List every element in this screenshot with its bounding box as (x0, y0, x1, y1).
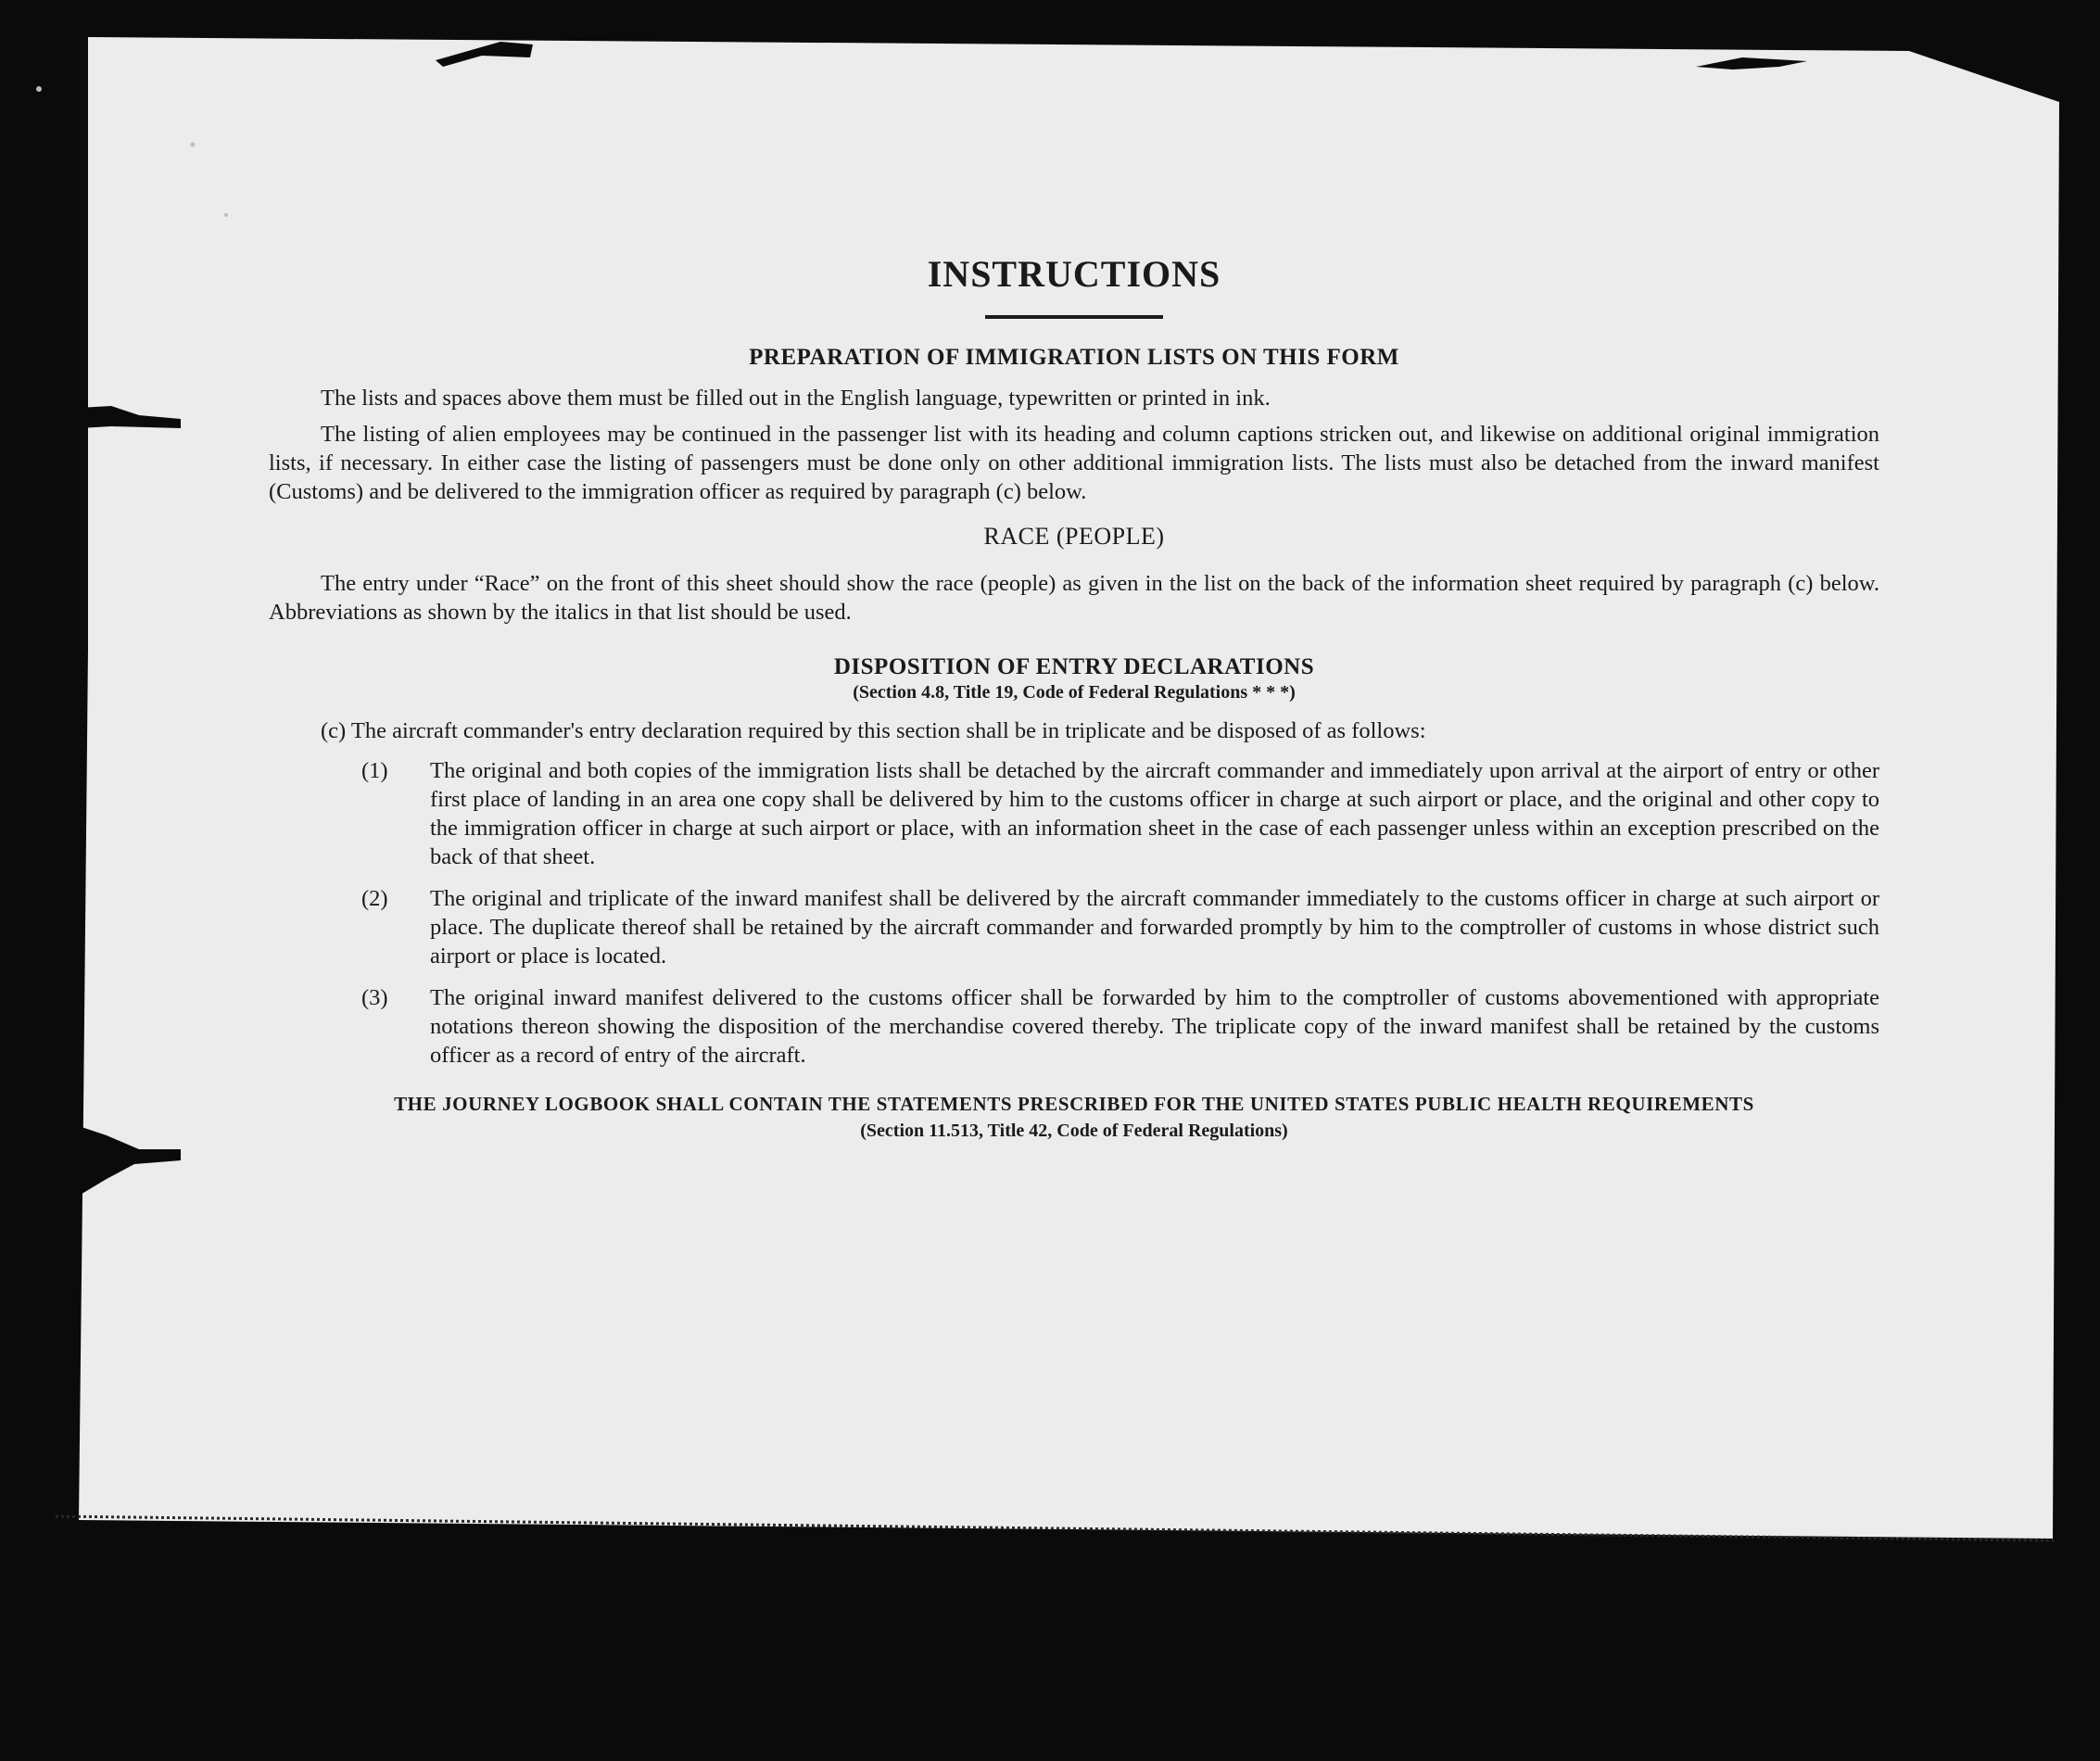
section-race (269, 523, 1879, 627)
footer-citation: (Section 11.513, Title 42, Code of Federal Regulations) (860, 1121, 1288, 1141)
item-number: (2) (361, 886, 388, 911)
section-heading: RACE (PEOPLE) (983, 523, 1165, 550)
paragraph: The entry under “Race” on the front of this sheet should show the race (people) as given in the list on the back of the information sheet required by paragraph (c) below. Abbreviations as shown by the italics in that list should be used. (269, 571, 1879, 625)
item-number: (1) (361, 758, 388, 783)
section-heading: PREPARATION OF IMMIGRATION LISTS ON THIS FORM (749, 345, 1399, 370)
instructions-body (269, 250, 1879, 1144)
title-underline (985, 315, 1163, 319)
list-item (269, 756, 1879, 871)
paragraph: The listing of alien employees may be continued in the passenger list with its heading and column captions stricken out, and likewise on additional original immigration lists, if necessary. In either case the listing of passengers must be done only on other additional immigration lists. The lists must also be detached from the inward manifest (Customs) and be delivered to the immigration officer as required by paragraph (c) below. (269, 422, 1879, 504)
clause-list (269, 756, 1879, 1070)
dust-speck (36, 86, 42, 92)
list-item (269, 983, 1879, 1070)
section-disposition (269, 654, 1879, 1070)
list-item (269, 884, 1879, 970)
dust-speck (191, 143, 196, 147)
item-text: The original and triplicate of the inward manifest shall be delivered by the aircraft commander immediately to the customs officer in charge at such airport or place. The duplicate thereof shall be retained by the aircraft commander and forwarded promptly by him to the comptroller of customs in whose district such airport or place is located. (430, 886, 1879, 969)
section-preparation (269, 345, 1879, 506)
section-heading: DISPOSITION OF ENTRY DECLARATIONS (833, 654, 1315, 679)
item-text: The original and both copies of the immigration lists shall be detached by the aircraft commander and immediately upon arrival at the airport of entry or other first place of landing in an area one copy shall be delivered by him to the customs officer in charge at such airport or place, and the original and other copy to the immigration officer in charge at such airport or place, with an information sheet in the case of each passenger unless within an exception prescribed on the back of that sheet. (430, 758, 1879, 869)
item-number: (3) (361, 985, 388, 1010)
footer-statement: THE JOURNEY LOGBOOK SHALL CONTAIN THE STATEMENTS PRESCRIBED FOR THE UNITED STATES PUBLIC HEALTH REQUIREMENTS (394, 1093, 1754, 1115)
dust-speck (224, 213, 228, 217)
clause-intro: (c) The aircraft commander's entry declaration required by this section shall be in triplicate and be disposed of as follows: (321, 718, 1426, 743)
item-text: The original inward manifest delivered to the customs officer shall be forwarded by him to the comptroller of customs abovementioned with appropriate notations thereon showing the disposition of the merchandise covered thereby. The triplicate copy of the inward manifest shall be retained by the customs officer as a record of entry of the aircraft. (430, 985, 1879, 1068)
page-title: INSTRUCTIONS (927, 253, 1221, 295)
paragraph: The lists and spaces above them must be filled out in the English language, typewritten or printed in ink. (321, 386, 1271, 411)
regulation-citation: (Section 4.8, Title 19, Code of Federal Regulations * * *) (853, 682, 1296, 703)
